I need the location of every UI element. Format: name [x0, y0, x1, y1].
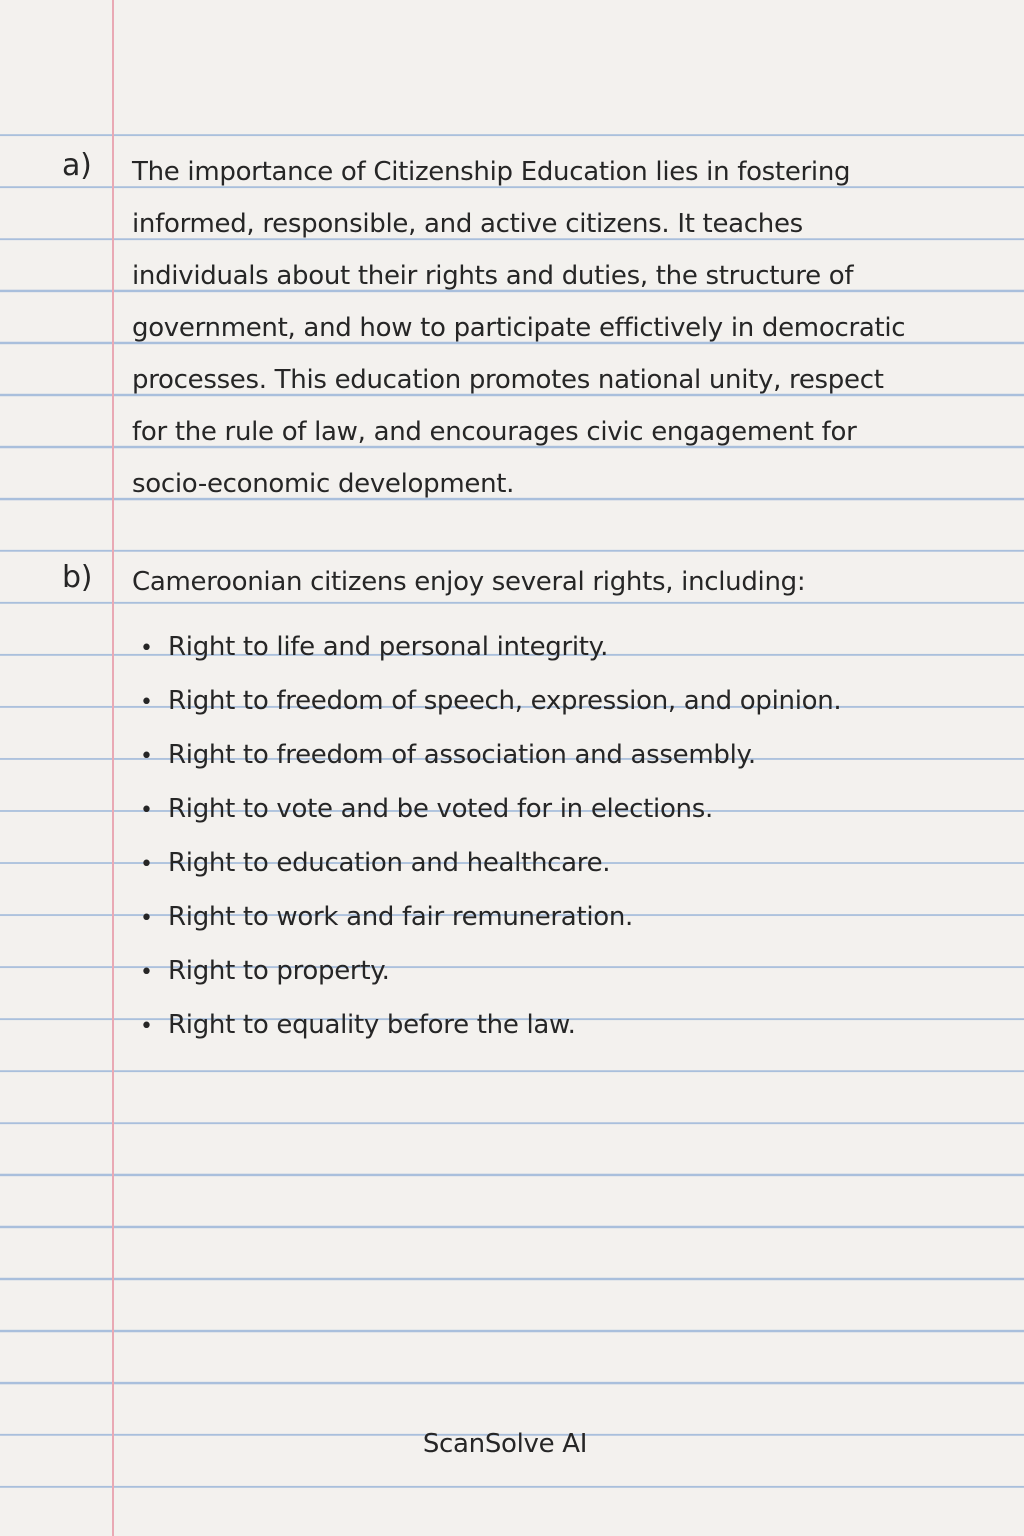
section-a-line: individuals about their rights and duties, the structure of — [132, 261, 854, 291]
list-item — [140, 782, 980, 836]
section-a-paragraph — [132, 146, 972, 510]
section-b-label: b) — [62, 560, 93, 595]
footer-brand: ScanSolve AI — [422, 1429, 588, 1459]
bullet-icon: • — [140, 636, 153, 661]
bullet-icon: • — [140, 690, 153, 715]
list-item-text: Right to life and personal integrity. — [168, 632, 609, 662]
list-item-text: Right to equality before the law. — [168, 1010, 576, 1040]
list-item-text: Right to work and fair remuneration. — [168, 902, 634, 932]
list-item — [140, 674, 980, 728]
margin-line — [112, 0, 114, 1536]
list-item — [140, 620, 980, 674]
list-item-text: Right to property. — [168, 956, 390, 986]
bullet-icon: • — [140, 1014, 153, 1039]
list-item-text: Right to freedom of association and assembly. — [168, 740, 756, 770]
bullet-icon: • — [140, 906, 153, 931]
section-b-intro: Cameroonian citizens enjoy several rights, including: — [132, 567, 806, 597]
section-a-line: informed, responsible, and active citizens. It teaches — [132, 209, 803, 239]
bullet-icon: • — [140, 798, 153, 823]
section-a-label: a) — [62, 148, 92, 183]
section-a-line: processes. This education promotes national unity, respect — [132, 365, 884, 395]
section-a-line: The importance of Citizenship Education lies in fostering — [132, 157, 851, 187]
list-item — [140, 836, 980, 890]
bullet-icon: • — [140, 852, 153, 877]
list-item-text: Right to vote and be voted for in elections. — [168, 794, 713, 824]
list-item — [140, 998, 980, 1052]
bullet-icon: • — [140, 960, 153, 985]
list-item — [140, 890, 980, 944]
rights-list — [140, 620, 980, 1052]
list-item — [140, 728, 980, 782]
section-a-line: government, and how to participate effictively in democratic — [132, 313, 906, 343]
section-a-line: socio-economic development. — [132, 469, 515, 499]
list-item — [140, 944, 980, 998]
section-a-line: for the rule of law, and encourages civic engagement for — [132, 417, 857, 447]
bullet-icon: • — [140, 744, 153, 769]
list-item-text: Right to education and healthcare. — [168, 848, 611, 878]
list-item-text: Right to freedom of speech, expression, and opinion. — [168, 686, 842, 716]
